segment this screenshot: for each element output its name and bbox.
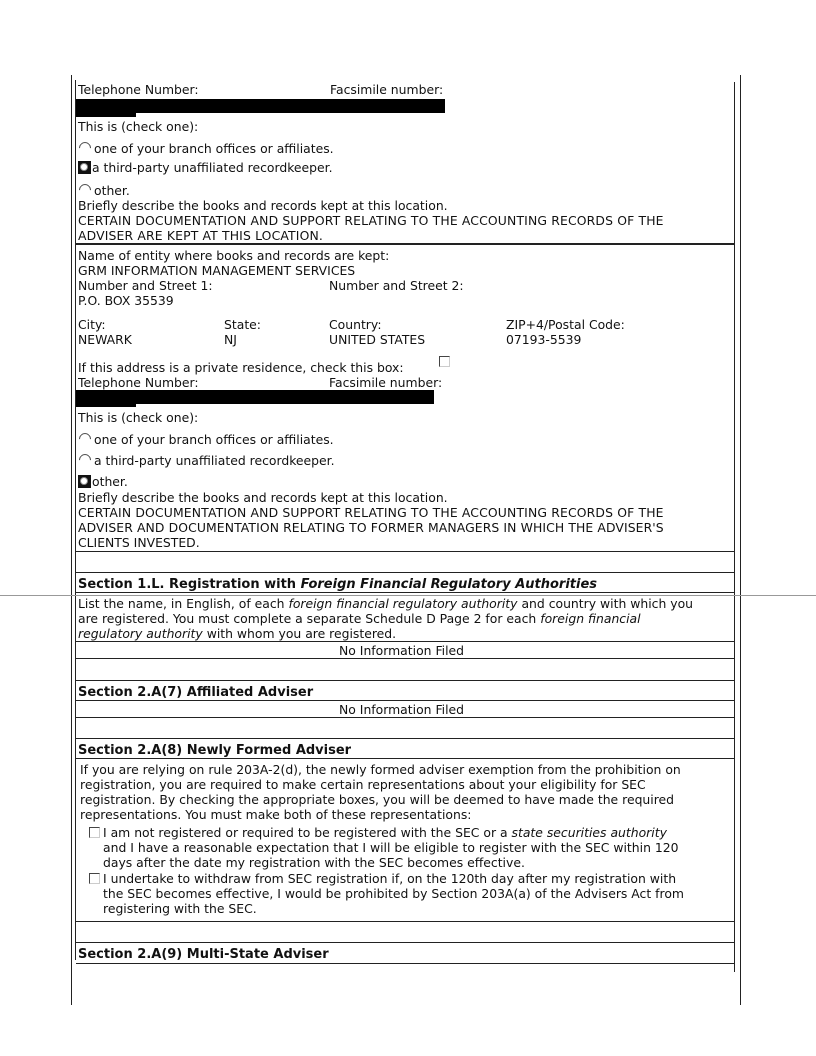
fax-label-1: Facsimile number: bbox=[330, 82, 444, 97]
representation-2-line-1: I undertake to withdraw from SEC registration if, on the 120th day after my registration with bbox=[103, 871, 677, 886]
check-one-label-2: This is (check one): bbox=[78, 410, 199, 425]
section-2a7-no-info: No Information Filed bbox=[339, 702, 465, 717]
left-border-inner bbox=[75, 80, 76, 960]
text-italic: foreign financial bbox=[540, 611, 641, 626]
section-2a8-title: Section 2.A(8) Newly Formed Adviser bbox=[78, 743, 352, 758]
radio-third-label: a third-party unaffiliated recordkeeper. bbox=[92, 160, 333, 175]
section-2a9-title: Section 2.A(9) Multi-State Adviser bbox=[78, 947, 329, 962]
section-box-top bbox=[76, 572, 734, 573]
redaction-bar-1 bbox=[76, 99, 445, 113]
section-1l-no-info: No Information Filed bbox=[339, 643, 465, 658]
radio-other-2[interactable] bbox=[78, 474, 128, 489]
section-1l-text-1 bbox=[78, 596, 693, 611]
check-one-label-1: This is (check one): bbox=[78, 119, 199, 134]
describe-label-2: Briefly describe the books and records kept at this location. bbox=[78, 490, 448, 505]
text-italic: regulatory authority bbox=[78, 626, 203, 641]
radio-other-1[interactable] bbox=[79, 183, 130, 198]
divider bbox=[76, 592, 734, 593]
representation-2-checkbox[interactable] bbox=[89, 873, 100, 884]
radio-branch-label: one of your branch offices or affiliates. bbox=[94, 432, 334, 447]
text-italic: foreign financial regulatory authority bbox=[288, 596, 518, 611]
radio-branch-1[interactable] bbox=[79, 141, 334, 156]
section-1l-title bbox=[78, 577, 597, 592]
text-italic: state securities authority bbox=[511, 825, 667, 840]
text-plain: are registered. You must complete a separate Schedule D Page 2 for each bbox=[78, 611, 541, 626]
section-box-top bbox=[76, 680, 734, 681]
section-1l-title-text: Section 1.L. Registration with bbox=[78, 577, 301, 592]
text-plain: with whom you are registered. bbox=[202, 626, 397, 641]
section-2a8-text-4: representations. You must make both of these representations: bbox=[80, 807, 472, 822]
radio-circle-icon bbox=[77, 182, 94, 199]
description-line-2a: CERTAIN DOCUMENTATION AND SUPPORT RELATING TO THE ACCOUNTING RECORDS OF THE bbox=[78, 505, 664, 520]
section-2a8-text-1: If you are relying on rule 203A-2(d), the newly formed adviser exemption from the prohibition on bbox=[80, 762, 681, 777]
country-value: UNITED STATES bbox=[329, 332, 426, 347]
telephone-label-2: Telephone Number: bbox=[78, 375, 199, 390]
private-residence-label: If this address is a private residence, check this box: bbox=[78, 360, 404, 375]
representation-1-line-3: days after the date my registration with the SEC becomes effective. bbox=[103, 855, 525, 870]
radio-other-label: other. bbox=[94, 183, 130, 198]
radio-circle-icon bbox=[77, 140, 94, 157]
divider bbox=[76, 963, 734, 964]
section-2a7-title: Section 2.A(7) Affiliated Adviser bbox=[78, 685, 314, 700]
right-border-outer bbox=[740, 75, 741, 1005]
section-1l-text-3 bbox=[78, 626, 396, 641]
representation-1-line-1 bbox=[103, 825, 667, 840]
redaction-bar-1b bbox=[76, 112, 136, 117]
section-box-bottom bbox=[76, 658, 734, 659]
telephone-label-1: Telephone Number: bbox=[78, 82, 199, 97]
divider bbox=[76, 700, 734, 701]
radio-selected-icon bbox=[78, 161, 91, 174]
radio-branch-2[interactable] bbox=[79, 432, 334, 447]
divider bbox=[76, 758, 734, 759]
radio-third-party-1[interactable] bbox=[78, 160, 333, 175]
left-border bbox=[71, 75, 72, 1005]
description-line-2b: ADVISER AND DOCUMENTATION RELATING TO FORMER MANAGERS IN WHICH THE ADVISER'S bbox=[78, 520, 664, 535]
divider bbox=[76, 641, 734, 642]
radio-third-party-2[interactable] bbox=[79, 453, 335, 468]
description-line-1a: CERTAIN DOCUMENTATION AND SUPPORT RELATING TO THE ACCOUNTING RECORDS OF THE bbox=[78, 213, 664, 228]
divider bbox=[76, 551, 734, 552]
representation-1-line-2: and I have a reasonable expectation that I will be eligible to register with the SEC within 120 bbox=[103, 840, 679, 855]
city-value: NEWARK bbox=[78, 332, 132, 347]
right-border bbox=[734, 82, 735, 972]
city-label: City: bbox=[78, 317, 106, 332]
zip-label: ZIP+4/Postal Code: bbox=[506, 317, 625, 332]
description-line-1b: ADVISER ARE KEPT AT THIS LOCATION. bbox=[78, 228, 323, 243]
radio-circle-icon bbox=[77, 431, 94, 448]
redaction-bar-2 bbox=[76, 390, 434, 404]
radio-other-label: other. bbox=[92, 474, 128, 489]
street1-value: P.O. BOX 35539 bbox=[78, 293, 174, 308]
section-1l-title-italic: Foreign Financial Regulatory Authorities bbox=[300, 577, 598, 592]
section-box-top bbox=[76, 942, 734, 943]
state-label: State: bbox=[224, 317, 261, 332]
section-1l-text-2 bbox=[78, 611, 641, 626]
country-label: Country: bbox=[329, 317, 382, 332]
state-value: NJ bbox=[224, 332, 237, 347]
section-box-bottom bbox=[76, 921, 734, 922]
text-plain: List the name, in English, of each bbox=[78, 596, 289, 611]
radio-selected-icon bbox=[78, 475, 91, 488]
fax-label-2: Facsimile number: bbox=[329, 375, 443, 390]
text-plain: I am not registered or required to be registered with the SEC or a bbox=[103, 825, 512, 840]
entity-name-value: GRM INFORMATION MANAGEMENT SERVICES bbox=[78, 263, 356, 278]
radio-third-label: a third-party unaffiliated recordkeeper. bbox=[94, 453, 335, 468]
radio-circle-icon bbox=[77, 452, 94, 469]
private-residence-checkbox[interactable] bbox=[439, 356, 450, 367]
representation-2-line-3: registering with the SEC. bbox=[103, 901, 257, 916]
radio-branch-label: one of your branch offices or affiliates. bbox=[94, 141, 334, 156]
text-plain: and country with which you bbox=[517, 596, 694, 611]
section-2a8-text-3: registration. By checking the appropriate boxes, you will be deemed to have made the required bbox=[80, 792, 675, 807]
section-2a8-text-2: registration, you are required to make certain representations about your eligibility for SEC bbox=[80, 777, 646, 792]
section-box-bottom bbox=[76, 717, 734, 718]
street2-label: Number and Street 2: bbox=[329, 278, 464, 293]
representation-2-line-2: the SEC becomes effective, I would be prohibited by Section 203A(a) of the Advisers Act from bbox=[103, 886, 685, 901]
description-line-2c: CLIENTS INVESTED. bbox=[78, 535, 200, 550]
zip-value: 07193-5539 bbox=[506, 332, 582, 347]
street1-label: Number and Street 1: bbox=[78, 278, 213, 293]
section-box-top bbox=[76, 738, 734, 739]
redaction-bar-2b bbox=[76, 403, 136, 407]
representation-1-checkbox[interactable] bbox=[89, 827, 100, 838]
entity-name-label: Name of entity where books and records are kept: bbox=[78, 248, 390, 263]
divider bbox=[76, 243, 734, 245]
describe-label-1: Briefly describe the books and records kept at this location. bbox=[78, 198, 448, 213]
